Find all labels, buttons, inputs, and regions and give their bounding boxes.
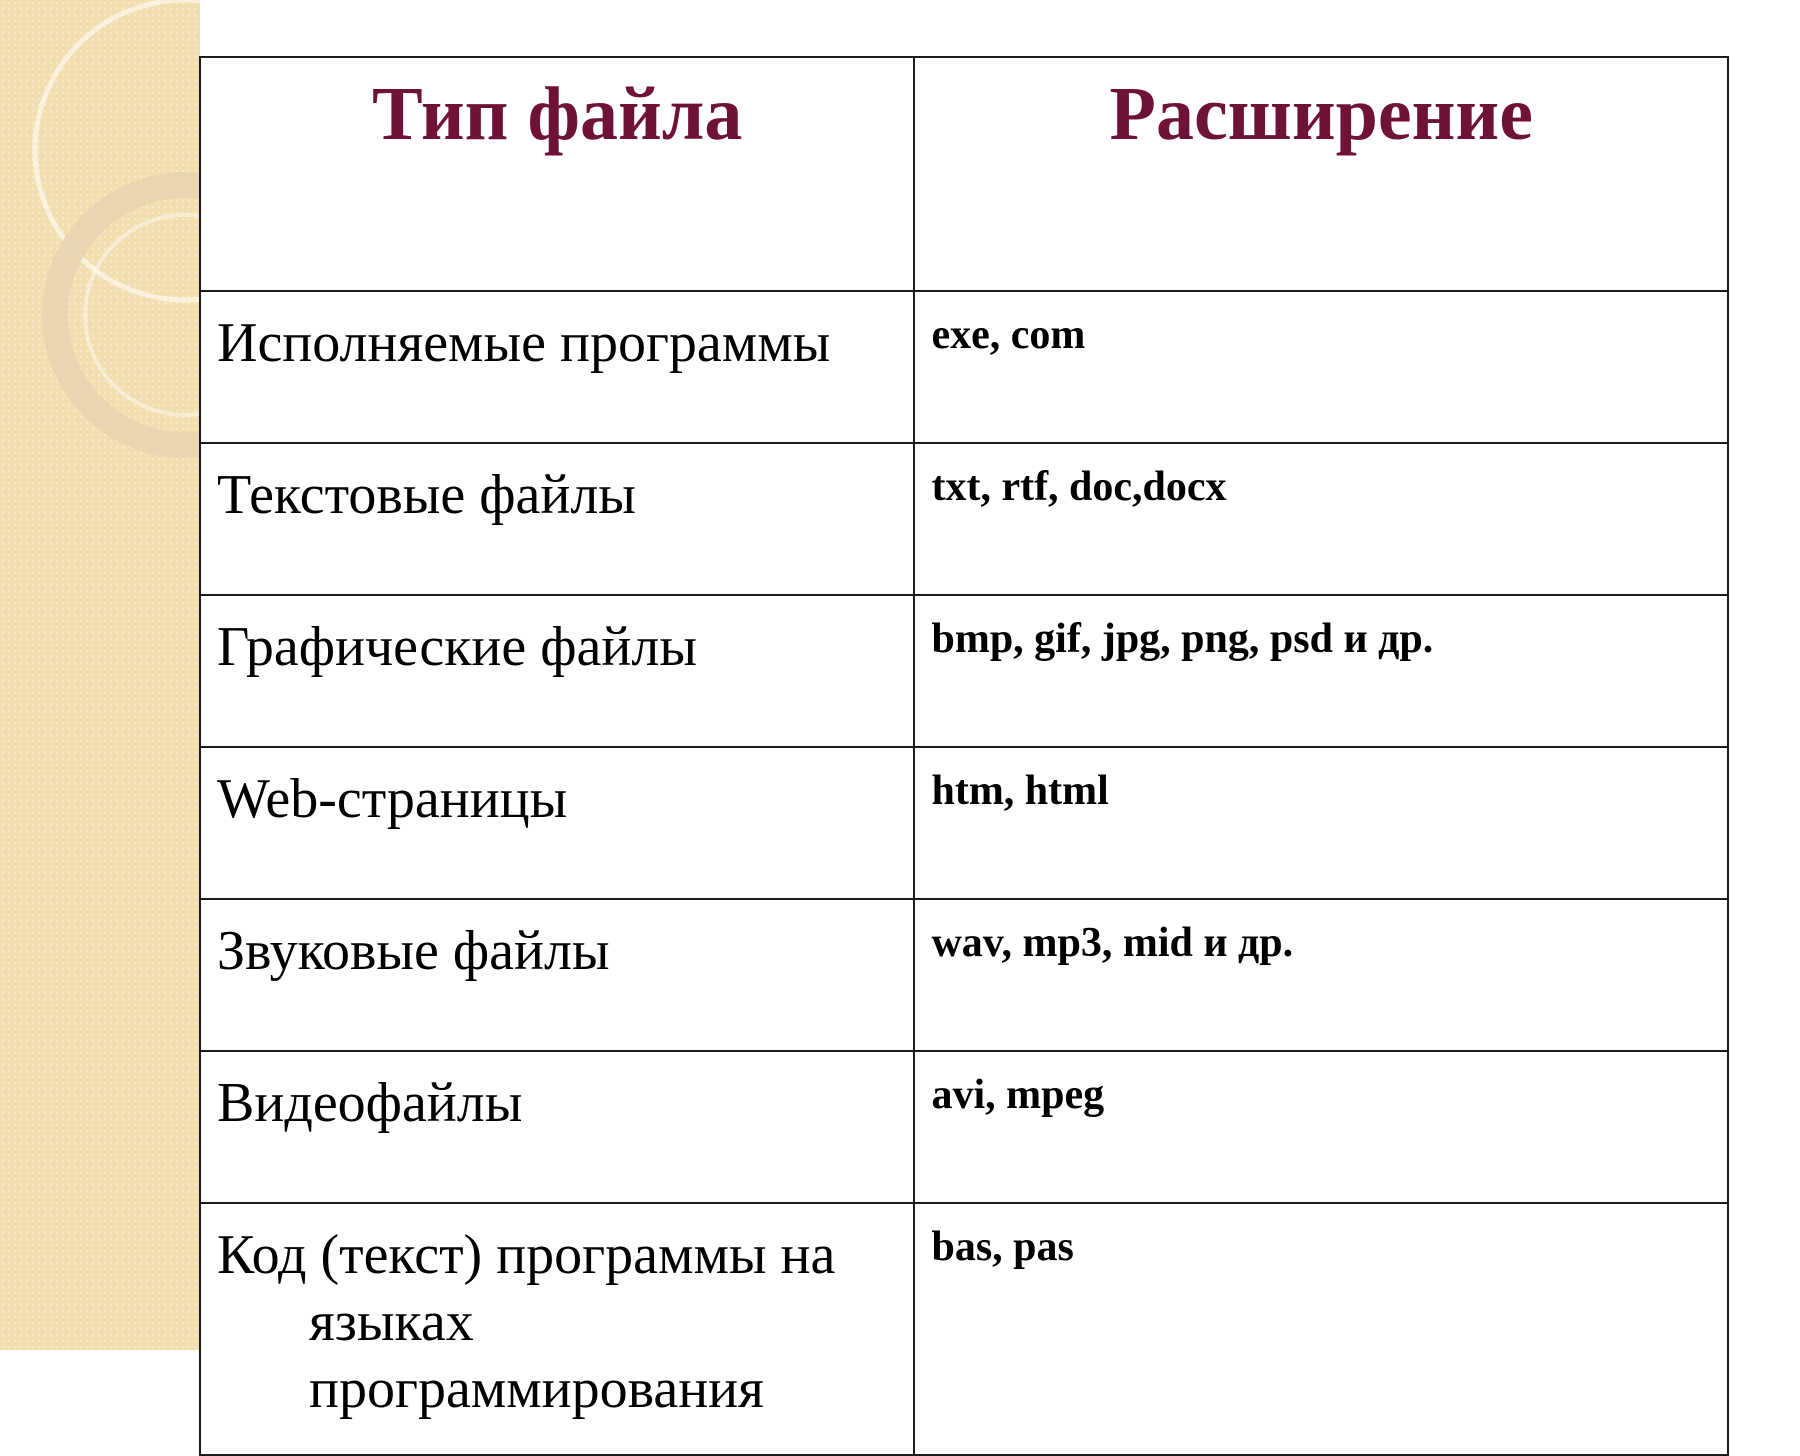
file-type-cell: Текстовые файлы: [200, 443, 914, 595]
table-row: [200, 595, 1728, 747]
extension-cell: txt, rtf, doc,docx: [914, 443, 1728, 595]
table-row: [200, 291, 1728, 443]
file-types-table: [199, 56, 1729, 1456]
extension-cell: bas, pas: [914, 1203, 1728, 1455]
file-type-line: языках: [309, 1291, 474, 1354]
table-row: [200, 1051, 1728, 1203]
table-row: [200, 443, 1728, 595]
file-type-cell: Графические файлы: [200, 595, 914, 747]
header-file-type: Тип файла: [200, 57, 914, 291]
header-extension: Расширение: [914, 57, 1728, 291]
file-type-line: программирования: [309, 1358, 764, 1421]
extension-cell: wav, mp3, mid и др.: [914, 899, 1728, 1051]
file-type-cell: Звуковые файлы: [200, 899, 914, 1051]
decorative-rings: [0, 0, 200, 460]
file-type-cell: Видеофайлы: [200, 1051, 914, 1203]
file-type-cell: Web-страницы: [200, 747, 914, 899]
extension-cell: htm, html: [914, 747, 1728, 899]
file-type-line: Код (текст) программы на: [217, 1224, 836, 1286]
extension-cell: avi, mpeg: [914, 1051, 1728, 1203]
table-row: [200, 747, 1728, 899]
file-type-cell: [200, 1203, 914, 1455]
extension-cell: exe, com: [914, 291, 1728, 443]
extension-cell: bmp, gif, jpg, png, psd и др.: [914, 595, 1728, 747]
table-row: [200, 899, 1728, 1051]
table-header-row: [200, 57, 1728, 291]
table-row: [200, 1203, 1728, 1455]
file-type-cell: Исполняемые программы: [200, 291, 914, 443]
